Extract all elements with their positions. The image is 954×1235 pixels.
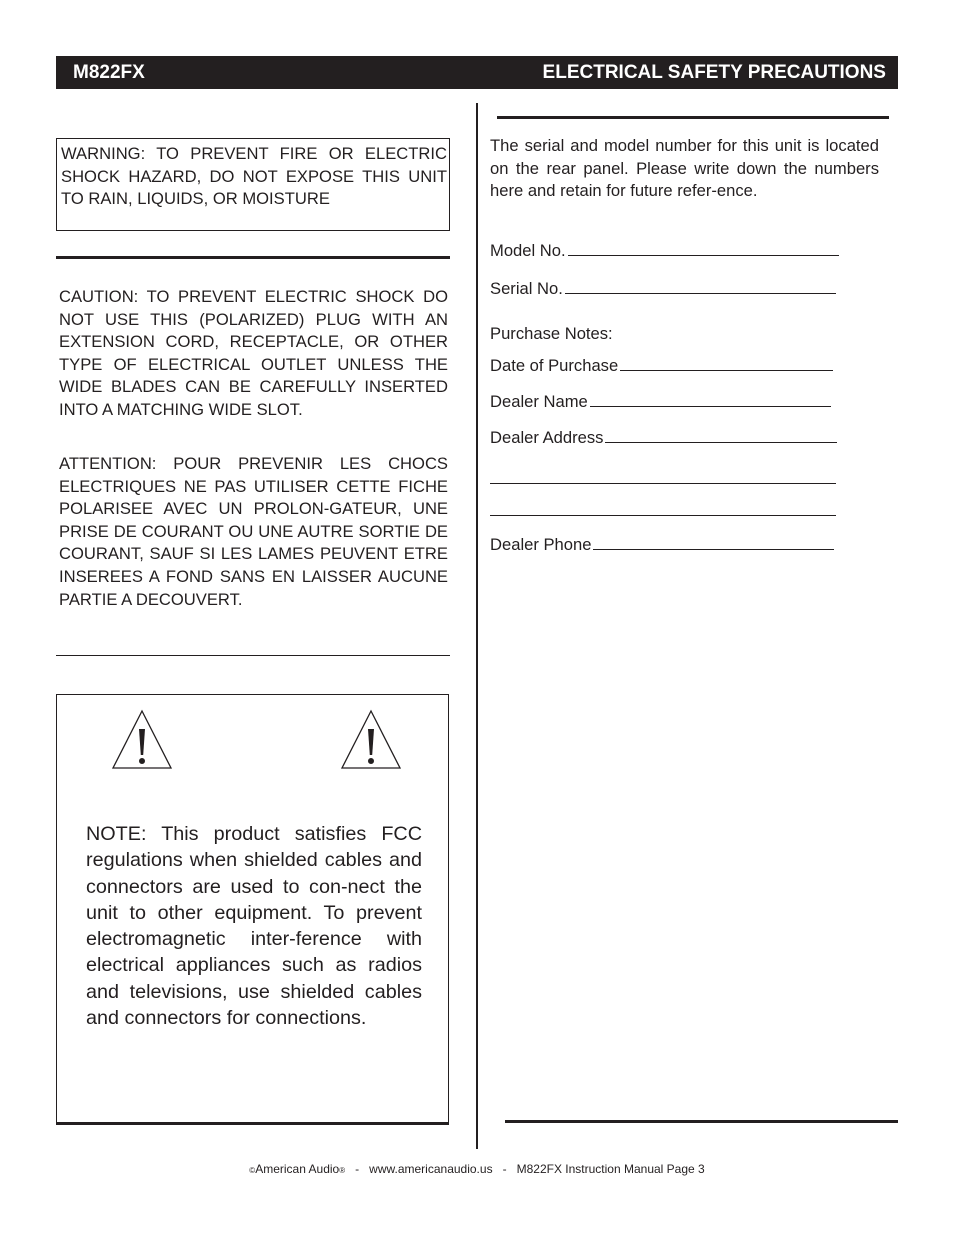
dealer-name-label: Dealer Name — [490, 392, 588, 411]
date-of-purchase-label: Date of Purchase — [490, 356, 619, 375]
dealer-address-blank[interactable] — [605, 441, 837, 443]
model-number-label: Model No. — [490, 241, 566, 260]
serial-number-field[interactable] — [490, 279, 836, 299]
dealer-phone-blank[interactable] — [593, 548, 834, 550]
footer-brand: American Audio — [255, 1162, 340, 1176]
footer-manual-page: M822FX Instruction Manual Page 3 — [516, 1162, 705, 1176]
date-of-purchase-field[interactable] — [490, 356, 833, 376]
registered-symbol: ® — [339, 1166, 346, 1175]
warning-triangle-icon — [111, 709, 173, 769]
dealer-address-field[interactable] — [490, 428, 837, 448]
caution-text: CAUTION: TO PREVENT ELECTRIC SHOCK DO NOT USE THIS (POLARIZED) PLUG WITH AN EXTENSION CORD, RECEPTACLE, OR OTHER TYPE OF ELECTRICAL OUTLET UNLESS THE WIDE BLADES CAN BE CAREFULLY INSERTED INTO A MATCHING WIDE SLOT. — [59, 287, 448, 419]
dealer-name-field[interactable] — [490, 392, 831, 412]
rule-after-warning — [56, 256, 450, 259]
purchase-notes-heading — [490, 324, 613, 344]
footer-separator: - — [502, 1162, 507, 1176]
section-title: ELECTRICAL SAFETY PRECAUTIONS — [542, 61, 886, 83]
warning-text: WARNING: TO PREVENT FIRE OR ELECTRIC SHOCK HAZARD, DO NOT EXPOSE THIS UNIT TO RAIN, LIQUIDS, OR MOISTURE — [61, 144, 447, 209]
model-name: M822FX — [73, 61, 145, 83]
purchase-notes-label: Purchase Notes: — [490, 324, 613, 343]
header-bar — [56, 56, 898, 89]
footer-separator: - — [355, 1162, 360, 1176]
dealer-phone-label: Dealer Phone — [490, 535, 592, 554]
dealer-address-label: Dealer Address — [490, 428, 604, 447]
serial-intro-text: The serial and model number for this unit is located on the rear panel. Please write down the numbers here and retain for future refer-ence. — [490, 136, 879, 201]
dealer-address-blank-line-2[interactable] — [490, 483, 836, 484]
warning-triangle-icon — [340, 709, 402, 769]
dealer-phone-field[interactable] — [490, 535, 834, 555]
rule-bottom-right — [505, 1120, 898, 1123]
footer-website[interactable]: www.americanaudio.us — [369, 1162, 493, 1176]
model-number-blank[interactable] — [568, 254, 839, 256]
date-of-purchase-blank[interactable] — [620, 369, 833, 371]
serial-number-blank[interactable] — [565, 292, 836, 294]
copyright-symbol: © — [249, 1166, 256, 1175]
dealer-name-blank[interactable] — [590, 405, 831, 407]
model-number-field[interactable] — [490, 241, 839, 261]
dealer-address-blank-line-3[interactable] — [490, 515, 836, 516]
rule-top-right — [497, 116, 889, 119]
page-footer — [0, 1162, 954, 1176]
rule-after-attention — [56, 655, 450, 656]
attention-text: ATTENTION: POUR PREVENIR LES CHOCS ELECTRIQUES NE PAS UTILISER CETTE FICHE POLARISEE AVEC UN PROLON-GATEUR, UNE PRISE DE COURANT OU UNE AUTRE SORTIE DE COURANT, SAUF SI LES LAMES PEUVENT ETRE INSEREES A FOND SANS EN LAISSER AUCUNE PARTIE A DECOUVERT. — [59, 454, 448, 609]
fcc-note-text: NOTE: This product satisfies FCC regulations when shielded cables and connectors are used to con-nect the unit to other equipment. To prevent electromagnetic inter-ference with electrical appliances such as radios and televisions, use shielded cables and connectors for connections. — [86, 823, 422, 1030]
serial-number-label: Serial No. — [490, 279, 563, 298]
column-divider — [476, 103, 478, 1149]
